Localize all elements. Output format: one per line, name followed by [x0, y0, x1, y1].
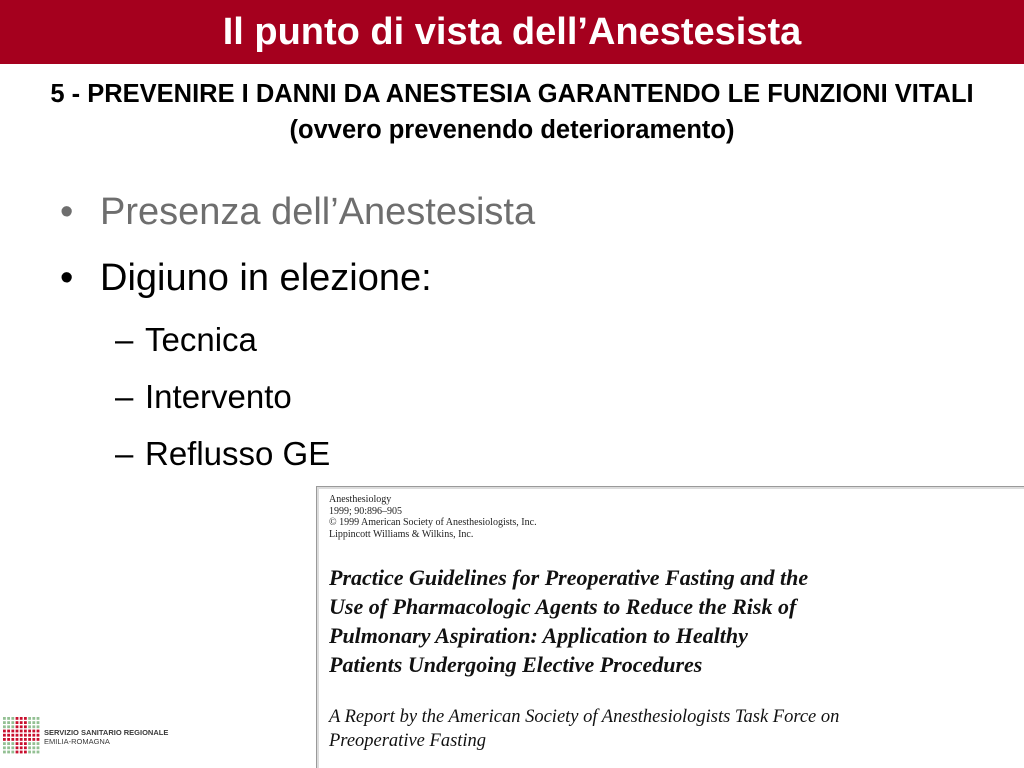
journal-line: © 1999 American Society of Anesthesiologists, Inc.	[329, 517, 537, 528]
bullet-item	[60, 187, 760, 237]
logo-dot	[16, 717, 19, 720]
article-excerpt-image	[316, 486, 1024, 768]
logo-dot	[32, 751, 35, 754]
logo-line-1: SERVIZIO SANITARIO REGIONALE	[44, 728, 169, 737]
logo-dot	[24, 734, 27, 737]
subbullet-text: Tecnica	[145, 321, 257, 358]
subbullet-item	[60, 319, 760, 361]
logo-dot	[28, 725, 31, 728]
subbullet-text: Reflusso GE	[145, 435, 331, 472]
logo-dot	[37, 738, 40, 741]
logo-line-2: EMILIA-ROMAGNA	[44, 737, 110, 746]
logo-dot	[37, 725, 40, 728]
logo-dot	[16, 725, 19, 728]
logo-dot	[7, 721, 10, 724]
logo-dot	[20, 730, 23, 733]
logo-dot	[3, 721, 6, 724]
logo-dot	[7, 738, 10, 741]
logo-dot	[16, 751, 19, 754]
logo-dot	[24, 717, 27, 720]
slide-title: Il punto di vista dell’Anestesista	[222, 11, 802, 53]
subbullet-item	[60, 433, 760, 475]
logo-dot	[16, 746, 19, 749]
bullet-text: Digiuno in elezione:	[100, 257, 432, 299]
article-subtitle	[329, 705, 1019, 753]
logo-dot	[37, 751, 40, 754]
logo-dot	[16, 721, 19, 724]
logo-dot	[32, 746, 35, 749]
bullet-marker: •	[60, 191, 74, 233]
logo-dot	[3, 738, 6, 741]
logo-dot	[28, 746, 31, 749]
logo-dot	[16, 742, 19, 745]
article-subtitle-line: A Report by the American Society of Anesthesiologists Task Force on	[329, 707, 840, 727]
logo-dot	[20, 746, 23, 749]
journal-citation	[329, 494, 537, 540]
journal-line: Anesthesiology	[329, 494, 392, 505]
logo-dot	[7, 730, 10, 733]
logo-dot	[37, 730, 40, 733]
logo-dot	[37, 717, 40, 720]
dash-marker: –	[115, 435, 134, 472]
logo-dot	[32, 717, 35, 720]
bullet-item	[60, 253, 760, 303]
logo-dot	[3, 734, 6, 737]
logo-dot	[24, 725, 27, 728]
logo-dot	[32, 734, 35, 737]
ssr-logo	[2, 716, 202, 760]
logo-dot	[11, 730, 14, 733]
logo-dot	[20, 751, 23, 754]
logo-dot	[16, 730, 19, 733]
logo-dot	[16, 734, 19, 737]
logo-dot	[24, 730, 27, 733]
grid-cross-icon	[2, 716, 40, 754]
dash-marker: –	[115, 378, 134, 415]
logo-dot	[20, 717, 23, 720]
article-title-line: Pulmonary Aspiration: Application to Healthy	[329, 623, 748, 648]
logo-dot	[24, 746, 27, 749]
logo-dot	[16, 738, 19, 741]
logo-dot	[28, 751, 31, 754]
journal-line: 1999; 90:896–905	[329, 505, 403, 517]
bullet-marker: •	[60, 257, 74, 299]
logo-dot	[11, 734, 14, 737]
logo-dot	[37, 734, 40, 737]
bullet-text: Presenza dell’Anestesista	[100, 191, 536, 233]
logo-dot	[28, 742, 31, 745]
logo-dot	[28, 721, 31, 724]
logo-dot	[11, 721, 14, 724]
logo-dot	[32, 742, 35, 745]
logo-dot	[11, 725, 14, 728]
logo-dot	[28, 738, 31, 741]
logo-dot	[20, 725, 23, 728]
logo-dot	[11, 717, 14, 720]
logo-dot	[11, 751, 14, 754]
article-title-line: Patients Undergoing Elective Procedures	[329, 652, 703, 677]
bullet-list	[60, 187, 760, 490]
logo-dot	[7, 742, 10, 745]
logo-dot	[3, 742, 6, 745]
logo-dot	[28, 717, 31, 720]
article-title-line: Practice Guidelines for Preoperative Fasting and the	[329, 565, 809, 590]
logo-dot	[32, 738, 35, 741]
logo-dot	[3, 717, 6, 720]
logo-dot	[3, 730, 6, 733]
logo-dot	[11, 742, 14, 745]
slide-subtitle: 5 - PREVENIRE I DANNI DA ANESTESIA GARANTENDO LE FUNZIONI VITALI (ovvero prevenendo deterioramento)	[50, 80, 974, 144]
logo-dot	[24, 751, 27, 754]
logo-dot	[32, 721, 35, 724]
logo-dot	[24, 738, 27, 741]
logo-dot	[24, 742, 27, 745]
logo-dot	[20, 742, 23, 745]
logo-dot	[7, 746, 10, 749]
logo-dot	[11, 738, 14, 741]
logo-dot	[28, 734, 31, 737]
logo-dot	[3, 746, 6, 749]
logo-dot	[37, 746, 40, 749]
logo-dot	[32, 725, 35, 728]
logo-dot	[24, 721, 27, 724]
logo-text	[44, 728, 168, 746]
article-title	[329, 563, 1019, 679]
article-subtitle-line: Preoperative Fasting	[329, 731, 487, 751]
logo-dot	[20, 734, 23, 737]
logo-dot	[7, 751, 10, 754]
dash-marker: –	[115, 321, 134, 358]
logo-dot	[3, 725, 6, 728]
logo-dot	[20, 738, 23, 741]
logo-dot	[37, 721, 40, 724]
subbullet-text: Intervento	[145, 378, 292, 415]
subbullet-item	[60, 376, 760, 418]
logo-dot	[32, 730, 35, 733]
logo-dot	[7, 725, 10, 728]
logo-dot	[11, 746, 14, 749]
article-title-line: Use of Pharmacologic Agents to Reduce the Risk of	[329, 594, 797, 619]
logo-dot	[7, 734, 10, 737]
logo-dot	[7, 717, 10, 720]
logo-dot	[3, 751, 6, 754]
logo-dot	[28, 730, 31, 733]
logo-dot	[37, 742, 40, 745]
logo-dot	[20, 721, 23, 724]
journal-line: Lippincott Williams & Wilkins, Inc.	[329, 528, 474, 540]
